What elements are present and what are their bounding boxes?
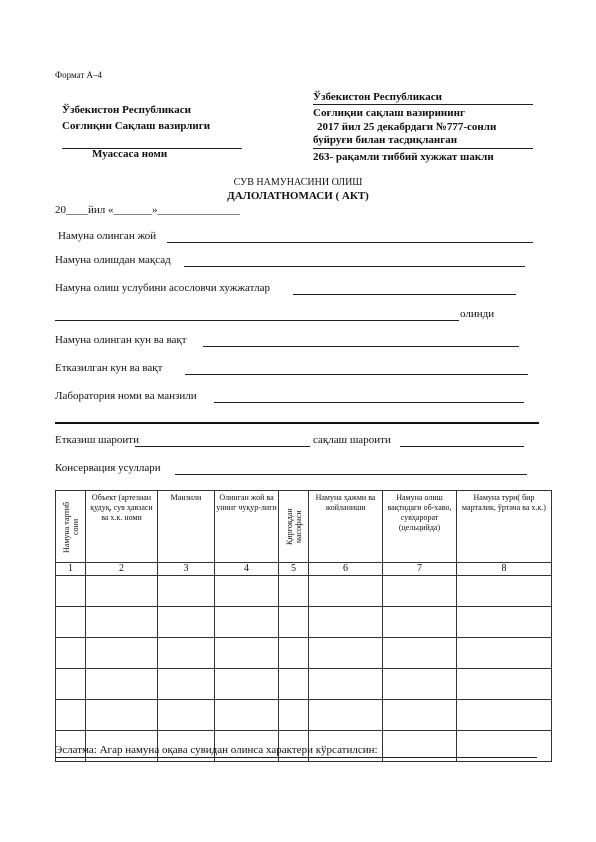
title-line1: СУВ НАМУНАСИНИ ОЛИШ xyxy=(233,177,363,188)
table-cell[interactable] xyxy=(457,576,552,607)
right-header-line5: 263- рақамли тиббий хужжат шакли xyxy=(313,151,494,163)
sample-purpose-field[interactable] xyxy=(184,266,525,267)
table-cell[interactable] xyxy=(86,607,158,638)
header-object: Объект (артезиан қудуқ, сув ҳавзаси ва х.к. номи xyxy=(86,491,158,563)
right-header-line2: Соғлиқни сақлаш вазирининг xyxy=(313,107,465,119)
table-cell[interactable] xyxy=(383,576,457,607)
column-number: 6 xyxy=(309,563,383,576)
institution-label: Муассаса номи xyxy=(92,148,168,160)
column-number: 7 xyxy=(383,563,457,576)
date-line[interactable]: 20____йил «_______»_______________ xyxy=(55,204,241,216)
table-cell[interactable] xyxy=(56,607,86,638)
left-header-line1: Ўзбекистон Республикаси xyxy=(62,104,191,116)
title-line2: ДАЛОЛАТНОМАСИ ( АКТ) xyxy=(227,190,369,202)
storage-conditions-field[interactable] xyxy=(400,446,524,447)
table-cell[interactable] xyxy=(56,576,86,607)
sample-purpose-label: Намуна олишдан мақсад xyxy=(55,254,171,266)
table-cell[interactable] xyxy=(86,576,158,607)
header-weather: Намуна олиш вақтидаги об-хаво, сувҳарорат (цельцийда) xyxy=(383,491,457,563)
right-header-line1: Ўзбекистон Республикаси xyxy=(313,91,442,103)
table-cell[interactable] xyxy=(86,700,158,731)
right-header-line3: 2017 йил 25 декабрдаги №777-сонли xyxy=(317,121,497,133)
table-row xyxy=(56,607,552,638)
method-document-field[interactable] xyxy=(293,294,516,295)
taken-suffix: олинди xyxy=(460,308,495,320)
table-cell[interactable] xyxy=(215,638,279,669)
table-cell[interactable] xyxy=(56,669,86,700)
table-row xyxy=(56,700,552,731)
sample-datetime-label: Намуна олинган кун ва вақт xyxy=(55,334,187,346)
table-cell[interactable] xyxy=(309,607,383,638)
table-cell[interactable] xyxy=(383,607,457,638)
table-cell[interactable] xyxy=(309,576,383,607)
column-number: 4 xyxy=(215,563,279,576)
table-cell[interactable] xyxy=(158,607,215,638)
note-line[interactable] xyxy=(55,757,537,758)
header-volume: Намуна ҳажми ва жойланиши xyxy=(309,491,383,563)
table-cell[interactable] xyxy=(279,669,309,700)
preservation-field[interactable] xyxy=(175,474,527,475)
header-shore-distance: Қирғоқдан масофаси xyxy=(279,491,309,563)
table-cell[interactable] xyxy=(309,700,383,731)
table-cell[interactable] xyxy=(457,700,552,731)
right-header-line4: буйруғи билан тасдиқланган xyxy=(313,134,458,146)
table-cell[interactable] xyxy=(309,638,383,669)
column-number: 2 xyxy=(86,563,158,576)
table-row xyxy=(56,638,552,669)
header-sample-number: Намуна тартиб сони xyxy=(56,491,86,563)
table-cell[interactable] xyxy=(56,700,86,731)
table-cell[interactable] xyxy=(279,700,309,731)
table-cell[interactable] xyxy=(158,638,215,669)
method-document-label: Намуна олиш услубини асословчи хужжатлар xyxy=(55,282,270,294)
delivery-datetime-field[interactable] xyxy=(185,374,528,375)
format-label: Формат А–4 xyxy=(55,70,103,80)
column-number: 1 xyxy=(56,563,86,576)
header-address: Манзили xyxy=(158,491,215,563)
table-cell[interactable] xyxy=(309,669,383,700)
right-header-rule2 xyxy=(313,148,533,149)
sample-datetime-field[interactable] xyxy=(203,346,519,347)
sample-table xyxy=(55,490,552,762)
left-header-line2: Соғлиқни Сақлаш вазирлиги xyxy=(62,120,211,132)
delivery-datetime-label: Етказилган кун ва вақт xyxy=(55,362,163,374)
table-cell[interactable] xyxy=(279,607,309,638)
laboratory-label: Лаборатория номи ва манзили xyxy=(55,390,197,402)
sample-place-label: Намуна олинган жой xyxy=(58,230,157,242)
column-number: 8 xyxy=(457,563,552,576)
table-cell[interactable] xyxy=(457,638,552,669)
table-row xyxy=(56,669,552,700)
sample-place-field[interactable] xyxy=(167,242,533,243)
table-cell[interactable] xyxy=(457,607,552,638)
table-cell[interactable] xyxy=(279,576,309,607)
column-number: 3 xyxy=(158,563,215,576)
table-cell[interactable] xyxy=(383,669,457,700)
preservation-label: Консервация усуллари xyxy=(55,462,161,474)
table-cell[interactable] xyxy=(158,576,215,607)
table-cell[interactable] xyxy=(158,700,215,731)
table-cell[interactable] xyxy=(457,669,552,700)
table-cell[interactable] xyxy=(86,638,158,669)
table-cell[interactable] xyxy=(383,700,457,731)
method-continuation-field[interactable] xyxy=(55,320,459,321)
delivery-conditions-field[interactable] xyxy=(135,446,310,447)
table-cell[interactable] xyxy=(56,638,86,669)
right-header-rule1 xyxy=(313,104,533,105)
table-cell[interactable] xyxy=(215,700,279,731)
table-cell[interactable] xyxy=(215,576,279,607)
table-cell[interactable] xyxy=(383,638,457,669)
note-text: Эслатма: Агар намуна оқава сувидан олинса характери кўрсатилсин: xyxy=(55,744,378,756)
laboratory-field[interactable] xyxy=(214,402,524,403)
section-divider xyxy=(55,422,539,424)
table-cell[interactable] xyxy=(279,638,309,669)
delivery-conditions-label: Етказиш шароити xyxy=(55,434,139,446)
table-cell[interactable] xyxy=(86,669,158,700)
header-sample-type: Намуна тури( бир марталик, ўртача ва х.к.) xyxy=(457,491,552,563)
table-cell[interactable] xyxy=(215,669,279,700)
storage-conditions-label: сақлаш шароити xyxy=(313,434,391,446)
header-place-depth: Олинган жой ва унинг чуқур-лиги xyxy=(215,491,279,563)
column-number: 5 xyxy=(279,563,309,576)
table-cell[interactable] xyxy=(215,607,279,638)
table-row xyxy=(56,576,552,607)
table-cell[interactable] xyxy=(158,669,215,700)
